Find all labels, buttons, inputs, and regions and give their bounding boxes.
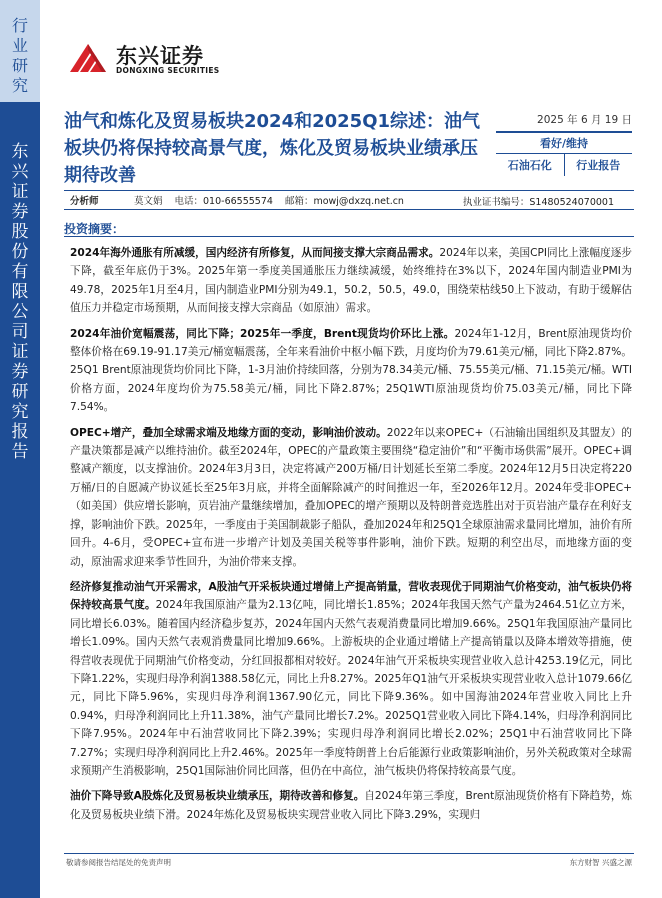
footer-divider bbox=[64, 853, 634, 854]
logo-english-name: DONGXING SECURITIES bbox=[116, 66, 220, 75]
summary-heading: 投资摘要： bbox=[64, 222, 125, 236]
paragraph-text: 2024年我国原油产量为2.13亿吨，同比增长1.85%；2024年我国天然气产量为2464.51亿立方米，同比增长6.03%。随着国内经济稳步复苏，2024年国内天然气表观消费量同比增加9.66%。25Q1年我国原油产量同比增长1.09%。国内天然气表观消费量同比增加9.66%。上游板块的企业通过增储上产提高销量以及降本增效等措施，使得营收表现优于同期油气价格变动，分红回报都相对较好。2024年油气开采板块实现营业收入总计4253.19亿元，同比下降1.22%，实现归母净利润1388.58亿元，同比上升8.27%。2025年Q1油气开采板块实现营业收入总计1079.66亿元，同比下降5.96%，实现归母净利润1367.90亿元，同比下降9.36%。如中国海油2024年营业收入同比上升0.94%，归母净利润同比上升11.38%，油气产量同比增长7.2%。2025Q1营业收入同比下降4.14%，归母净利润同比下降7.95%。2024年中石油营收同比下降2.39%；实现归母净利润同比增长2.02%；25Q1中石油营收同比下降7.27%；实现归母净利润同比上升2.46%。2025年一季度特朗普上台后能源行业政策影响油价，另外关税政策对全球需求预期产生消极影响，25Q1国际油价同比回落，但仍在中高位，油气板块仍将保持较高景气度。 bbox=[70, 599, 633, 777]
paragraph bbox=[70, 787, 632, 824]
report-type-tag: 行业报告 bbox=[564, 154, 633, 176]
paragraph bbox=[70, 424, 632, 571]
company-logo bbox=[66, 36, 246, 80]
paragraph bbox=[70, 325, 632, 417]
paragraph-lead: 2024年油价宽幅震荡，同比下降；2025年一季度，Brent现货均价环比上涨。 bbox=[70, 327, 455, 340]
analyst-phone: 电话：010-66555574 bbox=[174, 196, 273, 207]
analyst-registration: 执业证书编号：S1480524070001 bbox=[462, 197, 614, 208]
analyst-info-bar bbox=[64, 190, 634, 210]
paragraph-text: 2022年以来OPEC+（石油输出国组织及其盟友）的产量决策都是减产以维持油价。截至2024年，OPEC的产量政策主要围绕“稳定油价”和“平衡市场供需”展开。OPEC+调整减产额度，以支撑油价。2024年3月3日，决定将减产200万桶/日计划延长至第二季度。2024年12月5日决定将220万桶/日的自愿减产协议延长至25年3月底，并将全面解除减产的时间推迟一年，至2026年12月。2024年受非OPEC+（如美国）供应增长影响，页岩油产量继续增加，叠加OPEC的增产预期以及特朗普竞选胜出对于页岩油产量存在利好支撑，影响油价下跌。2025年，一季度由于美国制裁影子船队，叠加2024年和25Q1全球原油需求量同比增加，油价有所回升。4-6月，受OPEC+宣布进一步增产计划及美国关税等事件影响，油价下跌。短期的利空出尽，而地缘方面的变动，原油需求迎来季节性回升，为油价带来支撑。 bbox=[70, 426, 633, 568]
report-tags bbox=[496, 153, 632, 176]
footer-slogan: 东方财智 兴盛之源 bbox=[569, 858, 632, 867]
sidebar-category-label: 行业研究 bbox=[11, 16, 28, 95]
analyst-role: 分析师 bbox=[70, 196, 99, 207]
summary-divider bbox=[64, 236, 634, 237]
paragraph-text: 2024年以来，美国CPI同比上涨幅度逐步下降，截至年底仍于3%。2025年第一季度美国通胀压力继续减缓，始终维持在3%以下，2024年国内制造业PMI为49.78，2025年1月至4月，国内制造业PMI分别为49.1，50.2，50.5，49.0，围绕荣枯线50上下波动，有助于缓解估值压力并稳定市场预期，从而间接支撑大宗商品（如原油）需求。 bbox=[70, 247, 633, 315]
sidebar-category-panel bbox=[0, 0, 40, 102]
sector-tag: 石油石化 bbox=[507, 159, 552, 172]
analyst-name: 莫文娟 bbox=[134, 196, 163, 207]
report-meta bbox=[496, 112, 632, 176]
paragraph-text: 2024年1-12月，Brent原油现货均价整体价格在69.19-91.17美元/桶宽幅震荡，全年来看油价中枢小幅下跌，月度均价为79.61美元/桶，同比下降2.87%。25Q1 Brent原油现货均价同比下降，1-3月油价持续回落，分别为78.34美元/桶、75.55美元/桶、71.15美元/桶。WTI价格方面，2024年度均价为75.58美元/桶，同比下降2.87%；25Q1WTI原油现货均价75.03美元/桶，同比下降7.54%。 bbox=[70, 327, 633, 414]
sidebar-company-panel bbox=[0, 102, 40, 898]
paragraph bbox=[70, 244, 632, 318]
logo-mark-icon bbox=[66, 36, 110, 80]
footer-disclaimer: 敬请参阅报告结尾处的免责声明 bbox=[66, 858, 171, 867]
report-rating: 看好/维持 bbox=[496, 131, 632, 153]
paragraph-lead: OPEC+增产，叠加全球需求端及地缘方面的变动，影响油价波动。 bbox=[70, 426, 387, 439]
paragraph-lead: 经济修复推动油气开采需求，A股油气开采板块通过增储上产提高销量，营收表现优于同期油气价格变动，油气板块仍将保持较高景气度。 bbox=[70, 580, 632, 612]
paragraph bbox=[70, 578, 632, 780]
paragraph-lead: 2024年海外通胀有所减缓，国内经济有所修复，从而间接支撑大宗商品需求。 bbox=[70, 247, 440, 259]
report-date: 2025 年 6 月 19 日 bbox=[537, 114, 632, 126]
analyst-email: 邮箱：mowj@dxzq.net.cn bbox=[284, 196, 404, 207]
sidebar-company-label: 东兴证券股份有限公司证券研究报告 bbox=[11, 142, 29, 462]
report-title: 油气和炼化及贸易板块2024和2025Q1综述：油气板块仍将保持较高景气度，炼化及贸易板块业绩承压期待改善 bbox=[64, 111, 481, 186]
logo-chinese-name: 东兴证券 bbox=[116, 44, 204, 68]
summary-body bbox=[70, 244, 632, 831]
paragraph-text: 自2024年第三季度，Brent原油现货价格有下降趋势，炼化及贸易板块业绩下滑。2024年炼化及贸易板块实现营业收入同比下降3.29%，实现归 bbox=[70, 790, 633, 821]
paragraph-lead: 油价下降导致A股炼化及贸易板块业绩承压，期待改善和修复。 bbox=[70, 790, 365, 803]
